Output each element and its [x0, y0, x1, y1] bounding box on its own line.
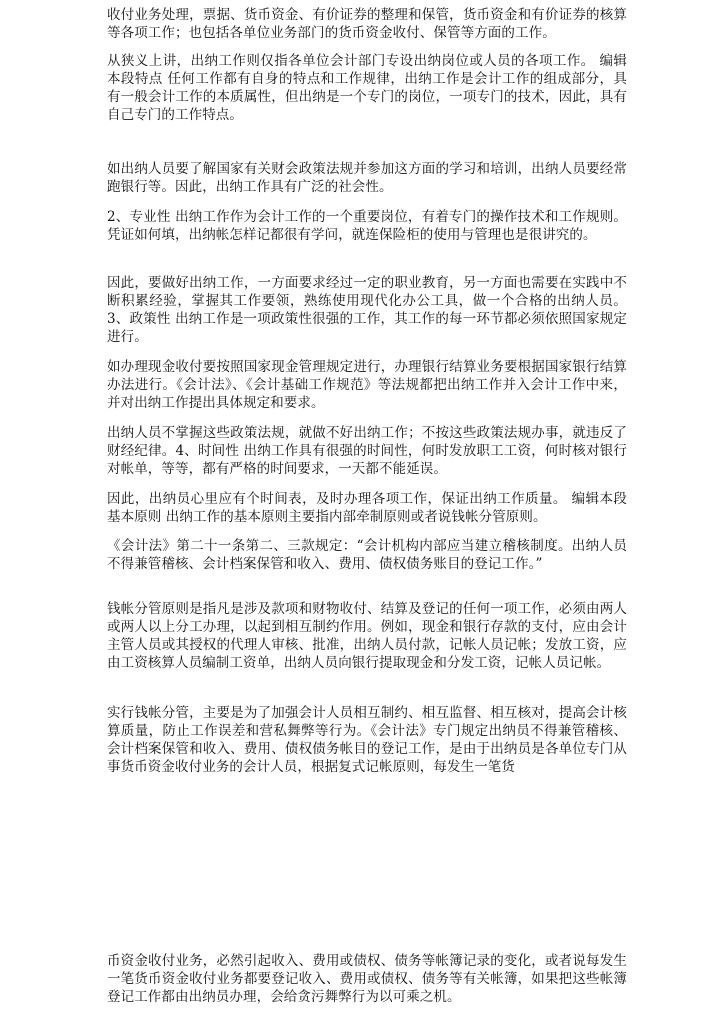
paragraph-7: 出纳人员不掌握这些政策法规，就做不好出纳工作；不按这些政策法规办事，就违反了财经纪律。4、时间性 出纳工作具有很强的时间性，何时发放职工工资，何时核对银行对帐单，等等，都有严格的时间要求，一天都不能延误。 — [107, 425, 627, 477]
paragraph-6: 如办理现金收付要按照国家现金管理规定进行，办理银行结算业务要根据国家银行结算办法进行。《会计法》、《会计基础工作规范》等法规都把出纳工作并入会计工作中来，并对出纳工作提出具体规定和要求。 — [107, 359, 627, 411]
paragraph-4: 2、专业性 出纳工作作为会计工作的一个重要岗位，有着专门的操作技术和工作规则。凭证如何填，出纳帐怎样记都很有学问，就连保险柜的使用与管理也是很讲究的。 — [107, 209, 627, 243]
paragraph-10: 钱帐分管原则是指凡是涉及款项和财物收付、结算及登记的任何一项工作，必须由两人或两人以上分工办理，以起到相互制约作用。例如，现金和银行存款的支付，应由会计主管人员或其授权的代理人审核、批准，出纳人员付款，记帐人员记帐；发放工资，应由工资核算人员编制工资单，出纳人员向银行提取现金和分发工资，记帐人员记帐。 — [107, 601, 627, 671]
paragraph-1: 收付业务处理，票据、货币资金、有价证券的整理和保管，货币资金和有价证券的核算等各项工作；也包括各单位业务部门的货币资金收付、保管等方面的工作。 — [107, 7, 627, 41]
paragraph-11: 实行钱帐分管，主要是为了加强会计人员相互制约、相互监督、相互核对，提高会计核算质量，防止工作误差和营私舞弊等行为。《会计法》专门规定出纳员不得兼管稽核、会计档案保管和收入、费用、债权债务帐目的登记工作，是由于出纳员是各单位专门从事货币资金收付业务的会计人员，根据复式记帐原则，每发生一笔货 — [107, 705, 627, 775]
paragraph-8: 因此，出纳员心里应有个时间表，及时办理各项工作，保证出纳工作质量。 编辑本段基本原则 出纳工作的基本原则主要指内部牵制原则或者说钱帐分管原则。 — [107, 491, 627, 525]
paragraph-2: 从狭义上讲，出纳工作则仅指各单位会计部门专设出纳岗位或人员的各项工作。 编辑本段特点 任何工作都有自身的特点和工作规律，出纳工作是会计工作的组成部分，具有一般会计工作的本质属性，但出纳是一个专门的岗位，一项专门的技术，因此，具有自己专门的工作特点。 — [107, 53, 627, 123]
paragraph-12: 币资金收付业务，必然引起收入、费用或债权、债务等帐簿记录的变化，或者说每发生一笔货币资金收付业务都要登记收入、费用或债权、债务等有关帐簿，如果把这些帐簿登记工作都由出纳员办理，会给贪污舞弊行为以可乘之机。 — [107, 953, 627, 1005]
paragraph-3: 如出纳人员要了解国家有关财会政策法规并参加这方面的学习和培训，出纳人员要经常跑银行等。因此，出纳工作具有广泛的社会性。 — [107, 161, 627, 195]
paragraph-5: 因此，要做好出纳工作，一方面要求经过一定的职业教育，另一方面也需要在实践中不断积累经验，掌握其工作要领，熟练使用现代化办公工具，做一个合格的出纳人员。3、政策性 出纳工作是一项政策性很强的工作，其工作的每一环节都必须依照国家规定进行。 — [107, 275, 627, 345]
paragraph-9: 《会计法》第二十一条第二、三款规定：“会计机构内部应当建立稽核制度。出纳人员不得兼管稽核、会计档案保管和收入、费用、债权债务账目的登记工作。” — [107, 538, 627, 572]
